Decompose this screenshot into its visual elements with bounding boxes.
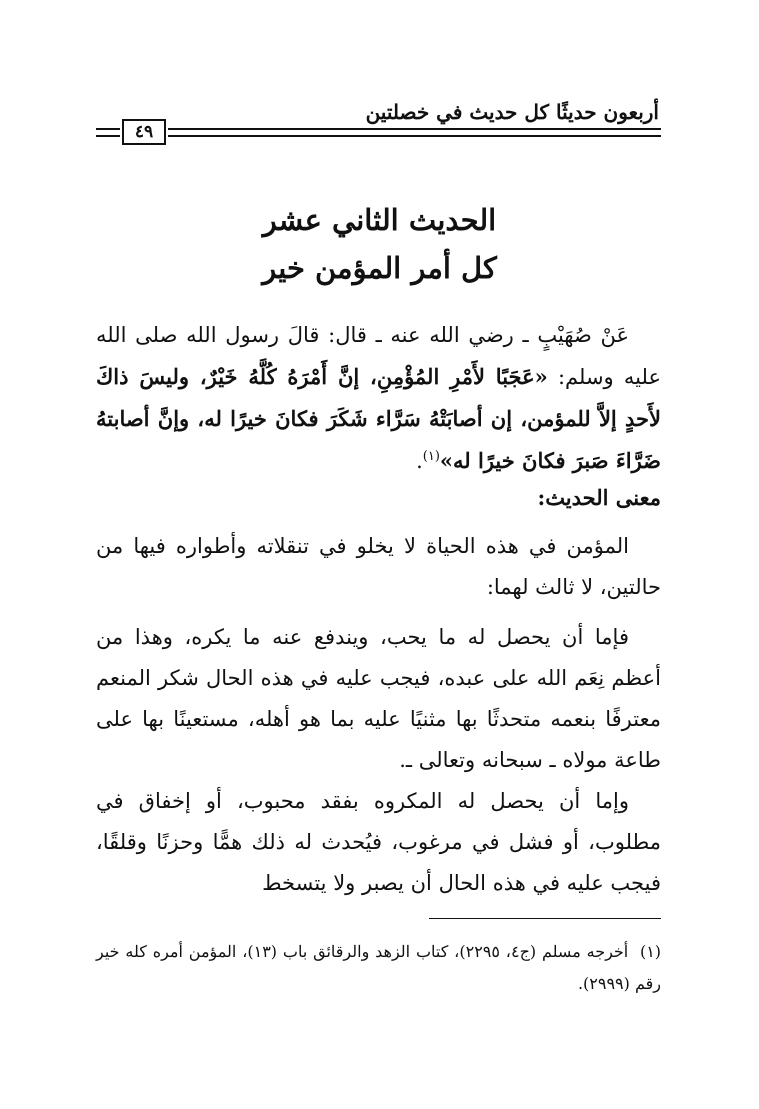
section-heading: معنى الحديث:: [537, 485, 661, 510]
header-double-rule-left: [96, 128, 120, 137]
paragraph-text: المؤمن في هذه الحياة لا يخلو في تنقلاته وأطواره فيها من حالتين، لا ثالث لهما:: [96, 534, 661, 599]
paragraph: [96, 526, 661, 608]
footnote-number: (١): [639, 942, 662, 961]
paragraph-text: فإما أن يحصل له ما يحب، ويندفع عنه ما يكره، وهذا من أعظم نِعَم الله على عبده، فيجب عليه في هذه الحال شكر المنعم معترفًا بنعمه متحدثًا بها مثنيًا عليه بما هو أهله، مستعينًا بها على طاعة مولاه ـ سبحانه وتعالى ـ.: [96, 625, 661, 772]
chapter-title: الحديث الثاني عشر: [262, 203, 497, 237]
hadith-quote: «عَجَبًا لأَمْرِ المُؤْمِنِ، إنَّ أَمْرَهُ كُلَّهُ خَيْرٌ، وليسَ ذاكَ لأَحدٍ إلاَّ للمؤمن، إن أصابَتْهُ سَرَّاء شَكَرَ فكانَ خيرًا له، وإنَّ أصابتهُ ضَرَّاءَ صَبرَ فكانَ خيرًا له»: [96, 364, 661, 473]
header-double-rule-right: [168, 128, 661, 137]
footnote-separator: [429, 918, 661, 919]
footnote: [96, 936, 661, 1000]
hadith-intro: عَنْ صُهَيْبٍ ـ رضي الله عنه ـ قال: قالَ رسول الله صلى الله عليه وسلم:: [96, 323, 661, 389]
paragraph-text: وإما أن يحصل له المكروه بفقد محبوب، أو إخفاق في مطلوب، أو فشل في مرغوب، فيُحدث له ذلك همًّا وحزنًا وقلقًا، فيجب عليه في هذه الحال أن يصبر ولا يتسخط: [96, 789, 661, 895]
hadith-closing: .: [416, 449, 423, 473]
footnote-reference: (١): [422, 449, 440, 464]
paragraph: [96, 617, 661, 781]
hadith-text: [96, 315, 661, 482]
running-header-title: أربعون حديثًا كل حديث في خصلتين: [365, 100, 659, 124]
footnote-text: أخرجه مسلم (ج٤، ٢٢٩٥)، كتاب الزهد والرقائق باب (١٣)، المؤمن أمره كله خير رقم (٢٩٩٩).: [96, 942, 661, 993]
paragraph: [96, 781, 661, 904]
chapter-subtitle: كل أمر المؤمن خير: [262, 251, 497, 285]
page-number: ٤٩: [122, 119, 166, 145]
header-rule: [96, 119, 661, 145]
